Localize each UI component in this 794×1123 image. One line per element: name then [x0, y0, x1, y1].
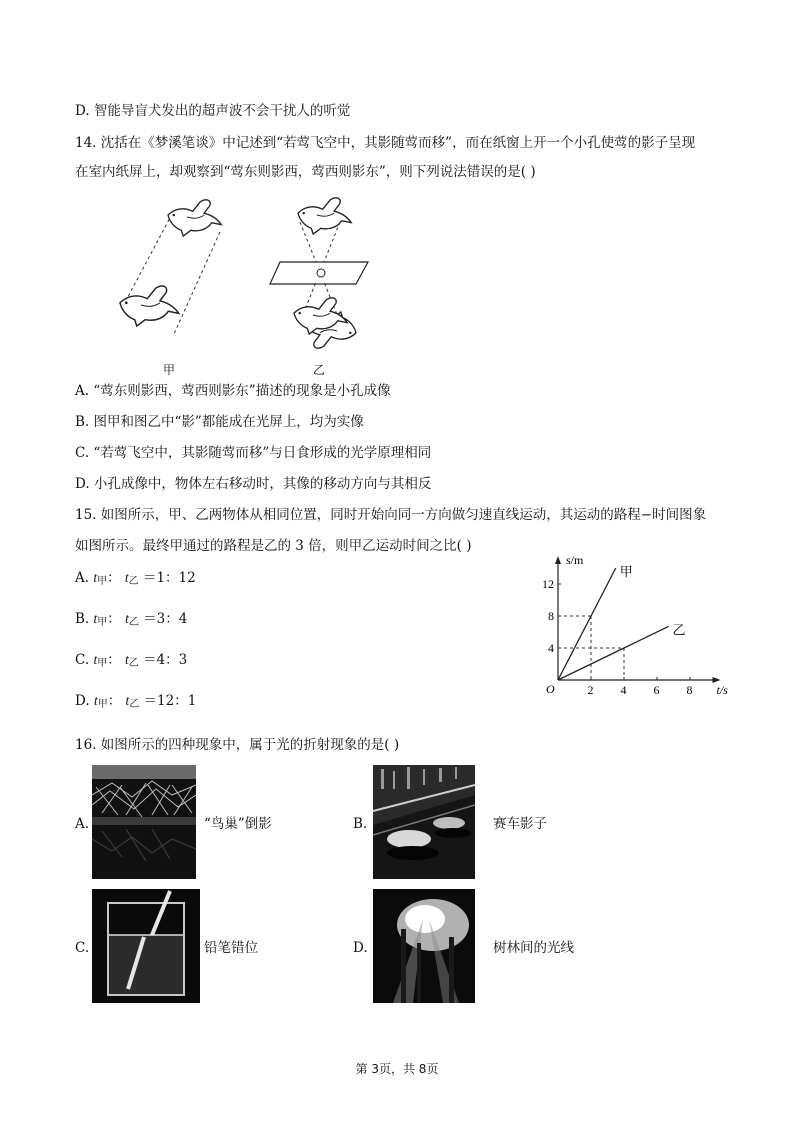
series-label-1: 甲 [619, 564, 633, 579]
q16-photo-race-car [373, 765, 475, 879]
q15-st-chart [530, 548, 730, 698]
x-tick-label: 8 [686, 683, 693, 697]
q15-stem-line1: 15. 如图所示，甲、乙两物体从相同位置，同时开始向同一方向做匀速直线运动，其运动的路程−时间图象 [75, 507, 707, 523]
q14-option-b: B. 图甲和图乙中“影”都能成在光屏上，均为实像 [75, 414, 364, 430]
q15-option-d: D. t甲： t乙 ＝12：1 [75, 693, 197, 710]
page-footer: 第 3页，共 8页 [355, 1062, 439, 1076]
q16-caption-d: 树林间的光线 [493, 940, 574, 956]
q16-option-d-letter: D. [353, 940, 368, 956]
series-line-1 [558, 568, 616, 680]
q16-option-c-letter: C. [75, 940, 90, 956]
q15-option-b: B. t甲： t乙 ＝3：4 [75, 611, 188, 628]
q15-stem-line2: 如图所示。最终甲通过的路程是乙的 3 倍，则甲乙运动时间之比( ) [75, 538, 472, 554]
q14-option-a: A. “莺东则影西，莺西则影东”描述的现象是小孔成像 [75, 383, 391, 399]
q14-figure-yi [270, 198, 368, 348]
q13-option-d: D. 智能导盲犬发出的超声波不会干扰人的听觉 [75, 103, 351, 119]
x-axis-label: t/s [716, 683, 728, 697]
y-tick-label: 12 [542, 577, 554, 591]
q16-photo-forest-light [373, 889, 475, 1003]
q14-option-d: D. 小孔成像中，物体左右移动时，其像的移动方向与其相反 [75, 476, 432, 492]
q15-option-c: C. t甲： t乙 ＝4：3 [75, 652, 188, 669]
q16-caption-c: 铅笔错位 [204, 940, 258, 956]
q16-photo-birds-nest [92, 765, 196, 879]
q15-option-a: A. t甲： t乙 ＝1：12 [75, 570, 196, 587]
q14-figure-jia [120, 200, 221, 334]
q16-caption-b: 赛车影子 [493, 816, 547, 832]
series-line-2 [558, 626, 669, 680]
q16-option-a-letter: A. [75, 816, 90, 832]
x-tick-label: 2 [587, 683, 594, 697]
x-tick-label: 4 [620, 683, 627, 697]
q14-fig-label-jia: 甲 [163, 363, 176, 377]
y-tick-label: 4 [548, 641, 554, 655]
q16-stem: 16. 如图所示的四种现象中，属于光的折射现象的是( ) [75, 737, 400, 753]
q16-option-b-letter: B. [353, 816, 368, 832]
y-axis-label: s/m [566, 553, 584, 567]
q16-caption-a: “鸟巢”倒影 [204, 816, 272, 832]
q14-figure [110, 188, 370, 373]
series-label-2: 乙 [672, 622, 686, 638]
q14-fig-label-yi: 乙 [313, 363, 326, 377]
q14-stem-line2: 在室内纸屏上，却观察到“莺东则影西，莺西则影东”，则下列说法错误的是( ) [75, 164, 536, 180]
origin-label: O [546, 682, 555, 696]
y-axis-arrow [555, 556, 561, 564]
q14-stem-line1: 14. 沈括在《梦溪笔谈》中记述到“若莺飞空中，其影随莺而移”，而在纸窗上开一个小孔使莺的影子呈现 [75, 135, 696, 151]
x-tick-label: 6 [653, 683, 660, 697]
q14-option-c: C. “若莺飞空中，其影随莺而移”与日食形成的光学原理相同 [75, 445, 432, 461]
y-tick-label: 8 [548, 609, 554, 623]
q16-photo-pencil [92, 889, 200, 1003]
